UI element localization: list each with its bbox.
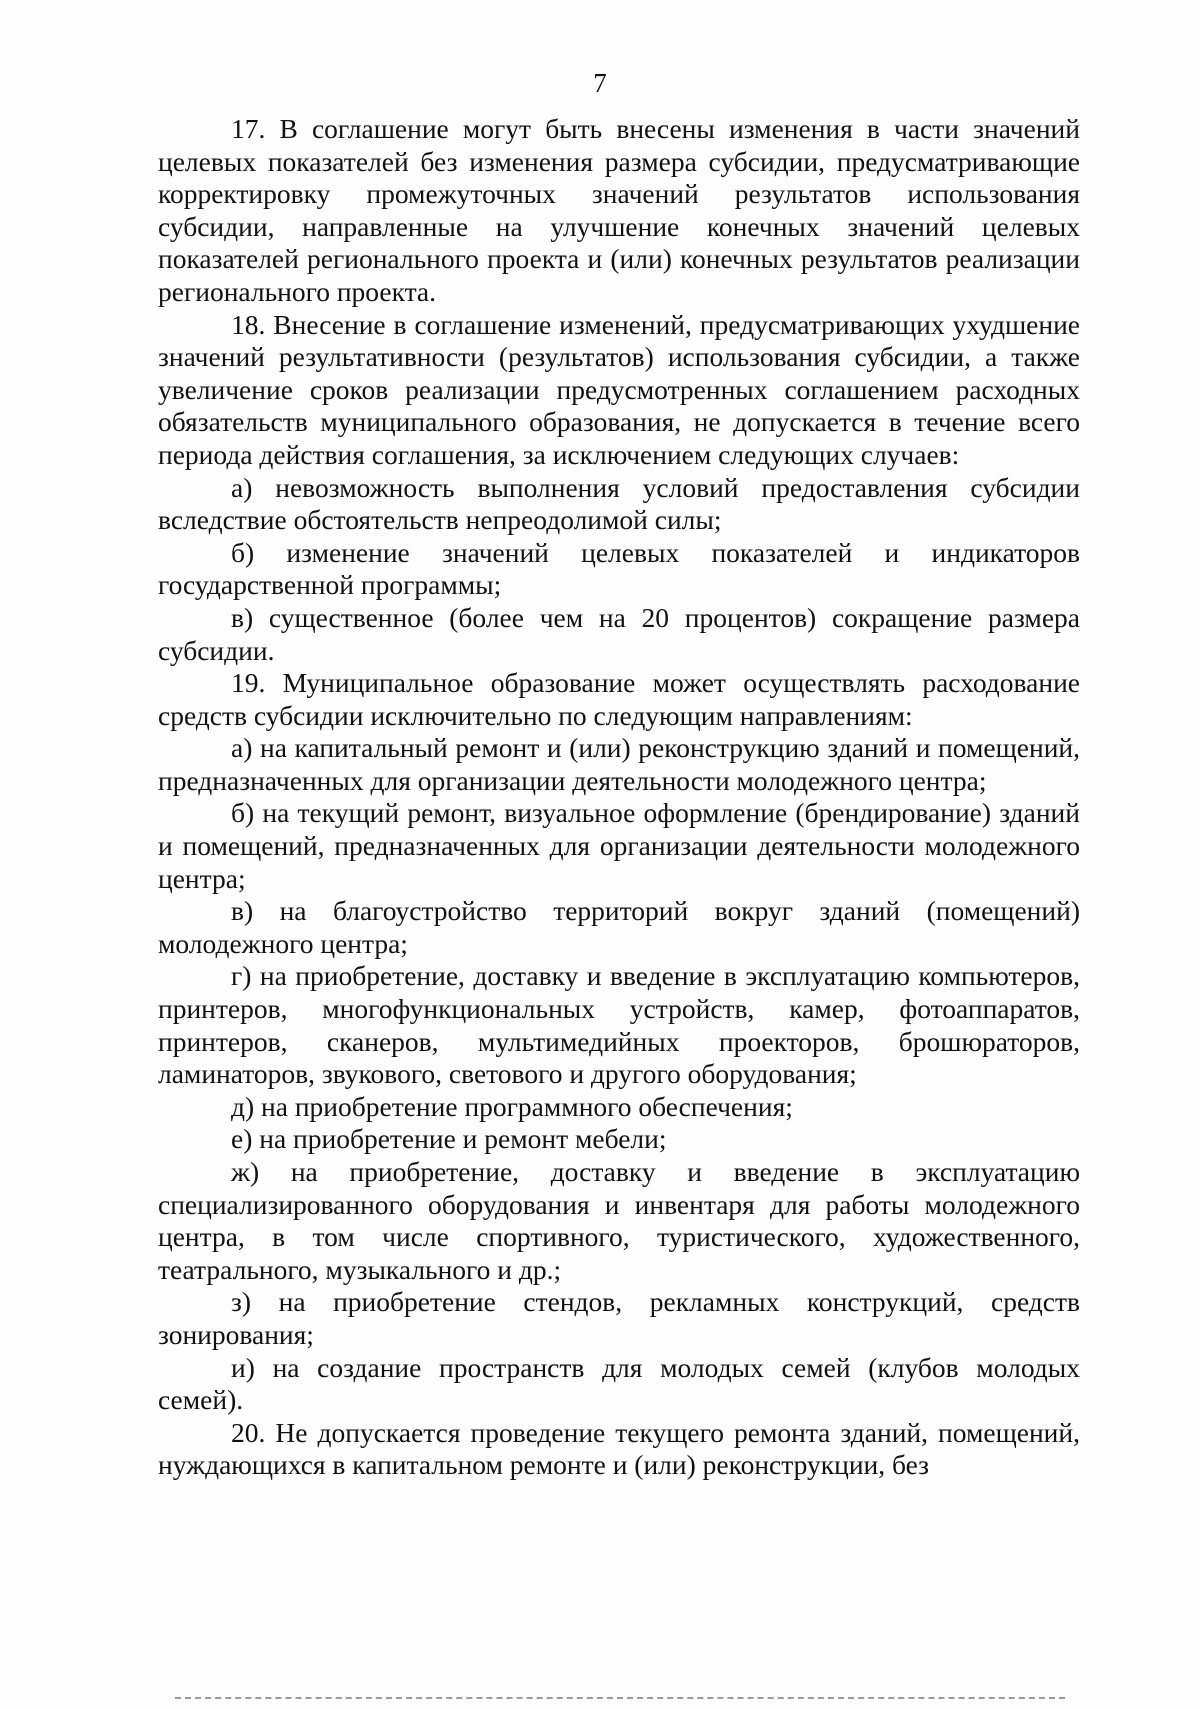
document-body (158, 113, 1080, 1482)
list-item-19e: е) на приобретение и ремонт мебели; (231, 1123, 667, 1155)
paragraph-20: 20. Не допускается проведение текущего ремонта зданий, помещений, нуждающихся в капитальном ремонте и (или) реконструкции, без (158, 1416, 1080, 1481)
paragraph-17: 17. В соглашение могут быть внесены изменения в части значений целевых показателей без изменения размера субсидии, предусматривающие корректировку промежуточных значений результатов использования субсидии, направленные на улучшение конечных значений целевых показателей регионального проекта и (или) конечных результатов реализации регионального проекта. (158, 113, 1080, 307)
list-item-18a: а) невозможность выполнения условий предоставления субсидии вследствие обстоятельств непреодолимой силы; (158, 471, 1080, 536)
paragraph-18: 18. Внесение в соглашение изменений, предусматривающих ухудшение значений результативности (результатов) использования субсидии, а также увеличение сроков реализации предусмотренных соглашением расходных обязательств муниципального образования, не допускается в течение всего периода действия соглашения, за исключением следующих случаев: (158, 308, 1080, 470)
list-item-19d: д) на приобретение программного обеспечения; (231, 1090, 793, 1122)
list-item-19v: в) на благоустройство территорий вокруг зданий (помещений) молодежного центра; (158, 895, 1080, 959)
list-item-19b: б) на текущий ремонт, визуальное оформление (брендирование) зданий и помещений, предназначенных для организации деятельности молодежного центра; (158, 797, 1080, 894)
list-item-19a: а) на капитальный ремонт и (или) реконструкцию зданий и помещений, предназначенных для организации деятельности молодежного центра; (158, 732, 1080, 796)
list-item-19zh: ж) на приобретение, доставку и введение в эксплуатацию специализированного оборудования и инвентаря для работы молодежного центра, в том числе спортивного, туристического, художественного, театрального, музыкального и др.; (158, 1156, 1080, 1285)
list-item-19g: г) на приобретение, доставку и введение в эксплуатацию компьютеров, принтеров, многофункциональных устройств, камер, фотоаппаратов, принтеров, сканеров, мультимедийных проекторов, брошюраторов, ламинаторов, звукового, светового и другого оборудования; (158, 960, 1080, 1090)
page-number: 7 (593, 68, 607, 98)
list-item-18b: б) изменение значений целевых показателей и индикаторов государственной программы; (158, 536, 1080, 601)
list-item-19z: з) на приобретение стендов, рекламных конструкций, средств зонирования; (158, 1286, 1080, 1350)
paragraph-19: 19. Муниципальное образование может осуществлять расходование средств субсидии исключительно по следующим направлениям: (158, 667, 1080, 731)
scan-edge-line (175, 1697, 1065, 1699)
list-item-18v: в) существенное (более чем на 20 процентов) сокращение размера субсидии. (158, 601, 1080, 666)
list-item-19i: и) на создание пространств для молодых семей (клубов молодых семей). (158, 1351, 1080, 1416)
